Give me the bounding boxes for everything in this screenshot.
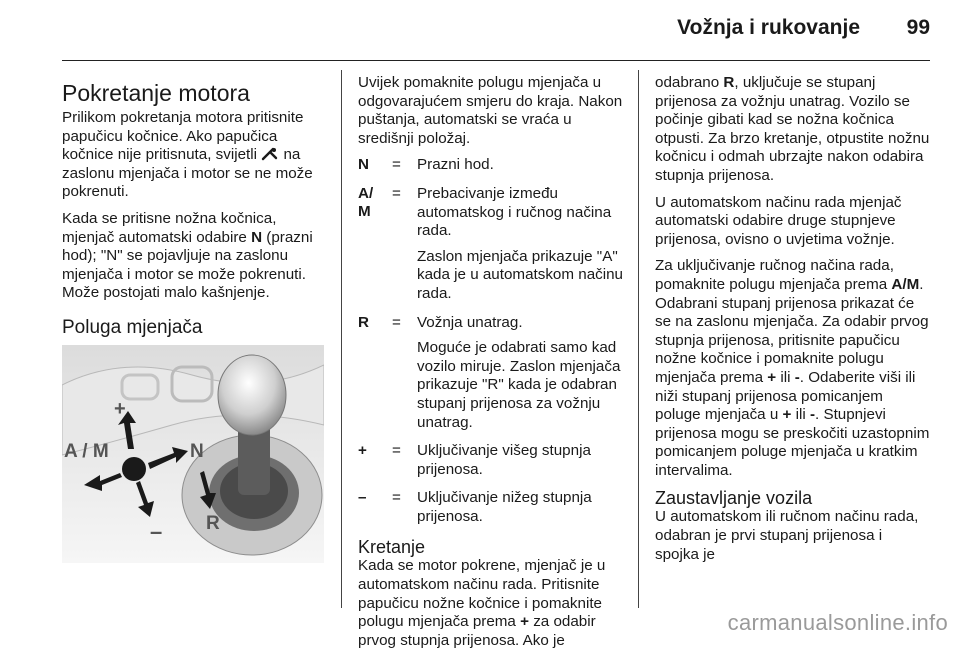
paragraph-manual-mode [655,257,930,480]
text: Prilikom pokretanja motora pritisnite papučicu kočnice. Ako papučica kočnice nije pritisnuta, svijetli [62,109,304,164]
text: Kada se motor pokrene, mjenjač je u automatskom načinu rada. Pritisnite papučicu nožne kočnice i pomaknite polugu mjenjača prema [358,557,606,631]
text: za odabir prvog stupnja prijenosa. Ako je [358,613,596,649]
label-n: N [190,440,204,462]
page-number: 99 [906,16,930,39]
heading-gear-lever: Poluga mjenjača [62,316,203,338]
definition-equals: = [392,313,401,331]
text: (prazni hod); "N" se pojavljuje na zaslonu mjenjača i motor se može pokrenuti. Može postojati malo kašnjenje. [62,228,313,302]
paragraph-automatic-mode: U automatskom načinu rada mjenjač automatski odabire druge stupnjeve prijenosa, ovisno o uvjetima vožnje. [655,193,902,248]
bold-text: - [809,406,815,424]
text: Kada se pritisne nožna kočnica, mjenjač automatski odabire [62,209,277,246]
gear-lever-illustration [62,345,324,563]
definition-value [417,442,626,486]
paragraph-starting-2 [62,210,324,303]
definition-text: Prebacivanje između automatskog i ručnog načina rada. [417,184,612,240]
paragraph-reverse [655,74,930,186]
bold-text: N [251,228,263,246]
text: . Odabrani stupanj prijenosa prikazat će se na zaslonu mjenjača. Za odabir prvog stupnja prijenosa, pritisnite papučicu nožne kočnice i pomaknite polugu mjenjača prema [655,275,929,386]
paragraph-lever-intro: Uvijek pomaknite polugu mjenjača u odgovarajućem smjeru do kraja. Nakon puštanja, automatski se vraća u središnji položaj. [358,74,623,147]
bold-text: A/M [891,275,920,293]
bold-text: + [782,406,792,424]
text: . Odaberite viši ili niži stupanj prijenosa pomicanjem poluge mjenjača u [655,368,916,424]
column-3 [655,74,930,572]
label-am: A / M [64,440,109,462]
text: Za uključivanje ručnog načina rada, pomaknite polugu mjenjača prema [655,257,894,293]
definition-text: Vožnja unatrag. [417,313,523,331]
bold-text: R [723,74,735,91]
label-minus: – [150,518,163,544]
paragraph-driving-off [358,557,626,650]
definition-text: Moguće je odabrati samo kad vozilo miruje. Zaslon mjenjača prikazuje "R" kada je odabran stupanj prijenosa za vožnju unatrag. [417,339,621,431]
header-rule [62,60,930,61]
definition-text: Uključivanje nižeg stupnja prijenosa. [417,489,592,525]
column-divider-2 [638,70,639,608]
bold-text: + [767,368,777,386]
heading-starting-engine: Pokretanje motora [62,80,250,106]
definition-text: Prazni hod. [417,156,494,174]
gear-definition-list [358,156,626,533]
column-divider-1 [341,70,342,608]
definition-row [358,185,626,311]
text: ili [791,406,810,424]
definition-equals: = [392,489,401,507]
definition-key: – [358,489,367,507]
definition-key: A/ M [358,184,374,220]
definition-value [417,489,626,533]
definition-row [358,489,626,533]
bold-text: - [794,368,800,386]
definition-equals: = [392,442,401,460]
definition-value [417,314,626,440]
text: odabrano [655,74,724,91]
label-r: R [206,512,220,534]
definition-row [358,156,626,182]
definition-equals: = [392,184,401,202]
heading-driving-off: Kretanje [358,537,426,558]
definition-row [358,314,626,440]
definition-value [417,156,626,182]
label-plus: + [114,397,126,420]
watermark: carmanualsonline.info [727,610,948,635]
header-title: Vožnja i rukovanje [677,16,860,39]
definition-equals: = [392,156,401,174]
brake-pedal-icon [261,147,279,161]
column-2 [358,74,626,658]
column-1 [62,74,324,563]
definition-text: Zaslon mjenjača prikazuje "A" kada je u automatskom načinu rada. [417,247,623,302]
definition-key: R [358,313,369,331]
bold-text: + [520,613,529,631]
definition-text: Uključivanje višeg stupnja prijenosa. [417,442,591,478]
text: na zaslonu mjenjača i motor se ne može pokrenuti. [62,146,313,201]
heading-stopping-vehicle: Zaustavljanje vozila [655,488,813,509]
paragraph-stopping-vehicle: U automatskom ili ručnom načinu rada, odabran je prvi stupanj prijenosa i spojka je [655,508,919,563]
definition-value [417,185,626,311]
text: ili [776,368,795,386]
text: , uključuje se stupanj prijenosa za vožnju unatrag. Vozilo se počinje gibati kad se nožna kočnica otpusti. Za brzo kretanje, otpustite nožnu kočnicu i odmah ubrzajte nakon odabira stupnja prijenosa. [655,74,930,184]
definition-key: N [358,156,369,174]
paragraph-starting-1 [62,109,324,202]
definition-row [358,442,626,486]
text: . Stupnjevi prijenosa mogu se preskočiti uzastopnim pomicanjem poluge mjenjača u kratkim intervalima. [655,406,930,479]
definition-key: + [358,442,367,460]
gear-lever-figure [62,345,324,563]
